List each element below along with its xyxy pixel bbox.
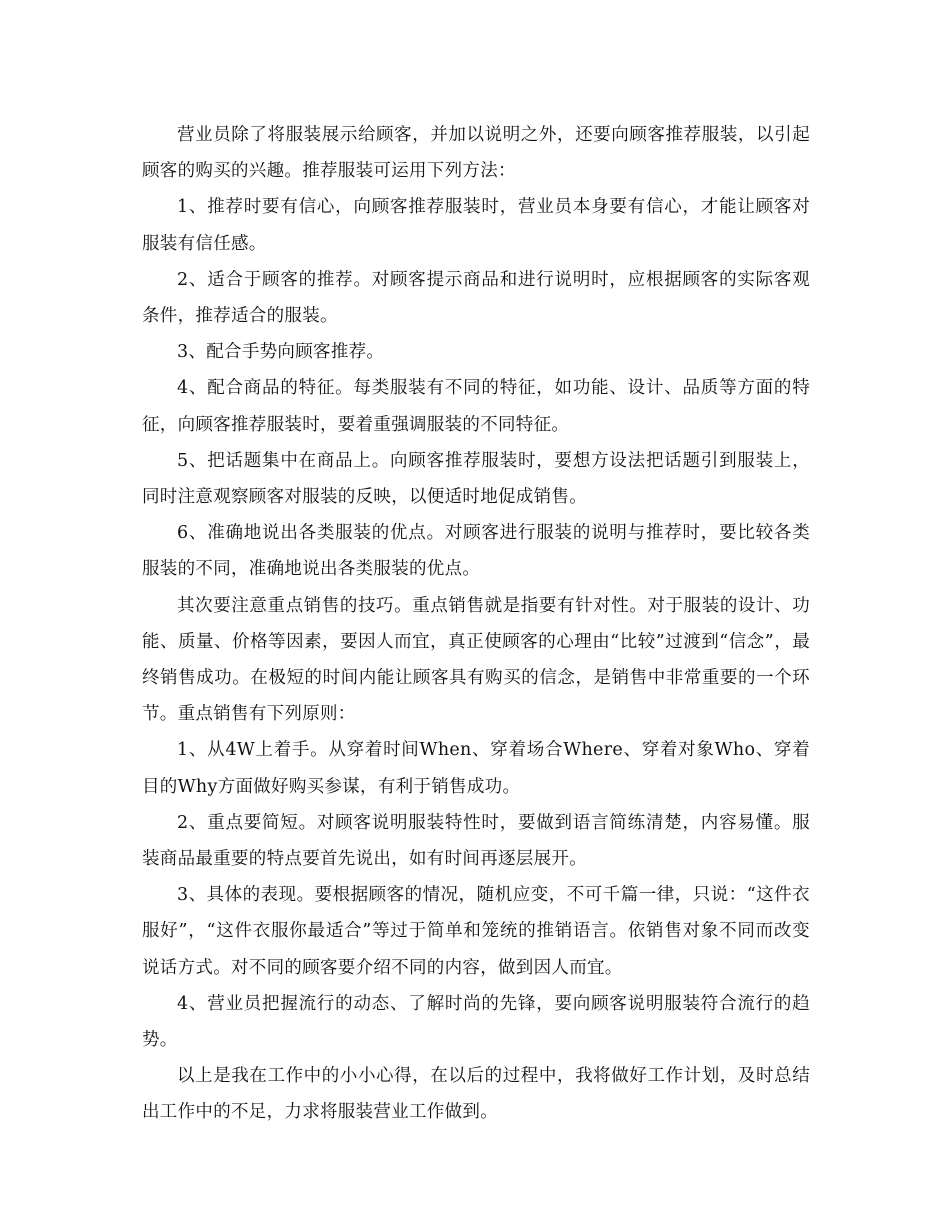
paragraph-method-4: 4、配合商品的特征。每类服装有不同的特征，如功能、设计、品质等方面的特征，向顾客推荐服装时，要着重强调服装的不同特征。 — [142, 378, 810, 435]
paragraph-principle-2: 2、重点要简短。对顾客说明服装特性时，要做到语言简练清楚，内容易懂。服装商品最重要的特点要首先说出，如有时间再逐层展开。 — [142, 812, 810, 870]
paragraph-key-sales: 其次要注意重点销售的技巧。重点销售就是指要有针对性。对于服装的设计、功能、质量、价格等因素，要因人而宜，真正使顾客的心理由“比较”过渡到“信念”，最终销售成功。在极短的时间内能让顾客具有购买的信念，是销售中非常重要的一个环节。重点销售有下列原则： — [142, 595, 810, 725]
paragraph-method-5: 5、把话题集中在商品上。向顾客推荐服装时，要想方设法把话题引到服装上，同时注意观察顾客对服装的反映，以便适时地促成销售。 — [142, 450, 810, 508]
paragraph-method-1: 1、推荐时要有信心，向顾客推荐服装时，营业员本身要有信心，才能让顾客对服装有信任感。 — [142, 197, 810, 254]
paragraph-principle-1: 1、从4W上着手。从穿着时间When、穿着场合Where、穿着对象Who、穿着目的Why方面做好购买参谋，有利于销售成功。 — [142, 740, 810, 797]
paragraph-method-6: 6、准确地说出各类服装的优点。对顾客进行服装的说明与推荐时，要比较各类服装的不同，准确地说出各类服装的优点。 — [142, 523, 810, 580]
paragraph-conclusion: 以上是我在工作中的小小心得，在以后的过程中，我将做好工作计划，及时总结出工作中的不足，力求将服装营业工作做到。 — [142, 1066, 810, 1123]
document-body — [142, 117, 810, 1131]
paragraph-method-2: 2、适合于顾客的推荐。对顾客提示商品和进行说明时，应根据顾客的实际客观条件，推荐适合的服装。 — [142, 269, 810, 327]
paragraph-method-3: 3、配合手势向顾客推荐。 — [177, 342, 385, 363]
paragraph-principle-3: 3、具体的表现。要根据顾客的情况，随机应变，不可千篇一律，只说：“这件衣服好”，“这件衣服你最适合”等过于简单和笼统的推销语言。依销售对象不同而改变说话方式。对不同的顾客要介绍不同的内容，做到因人而宜。 — [142, 885, 810, 978]
paragraph-principle-4: 4、营业员把握流行的动态、了解时尚的先锋，要向顾客说明服装符合流行的趋势。 — [142, 993, 810, 1051]
paragraph-intro: 营业员除了将服装展示给顾客，并加以说明之外，还要向顾客推荐服装，以引起顾客的购买的兴趣。推荐服装可运用下列方法： — [142, 125, 810, 182]
